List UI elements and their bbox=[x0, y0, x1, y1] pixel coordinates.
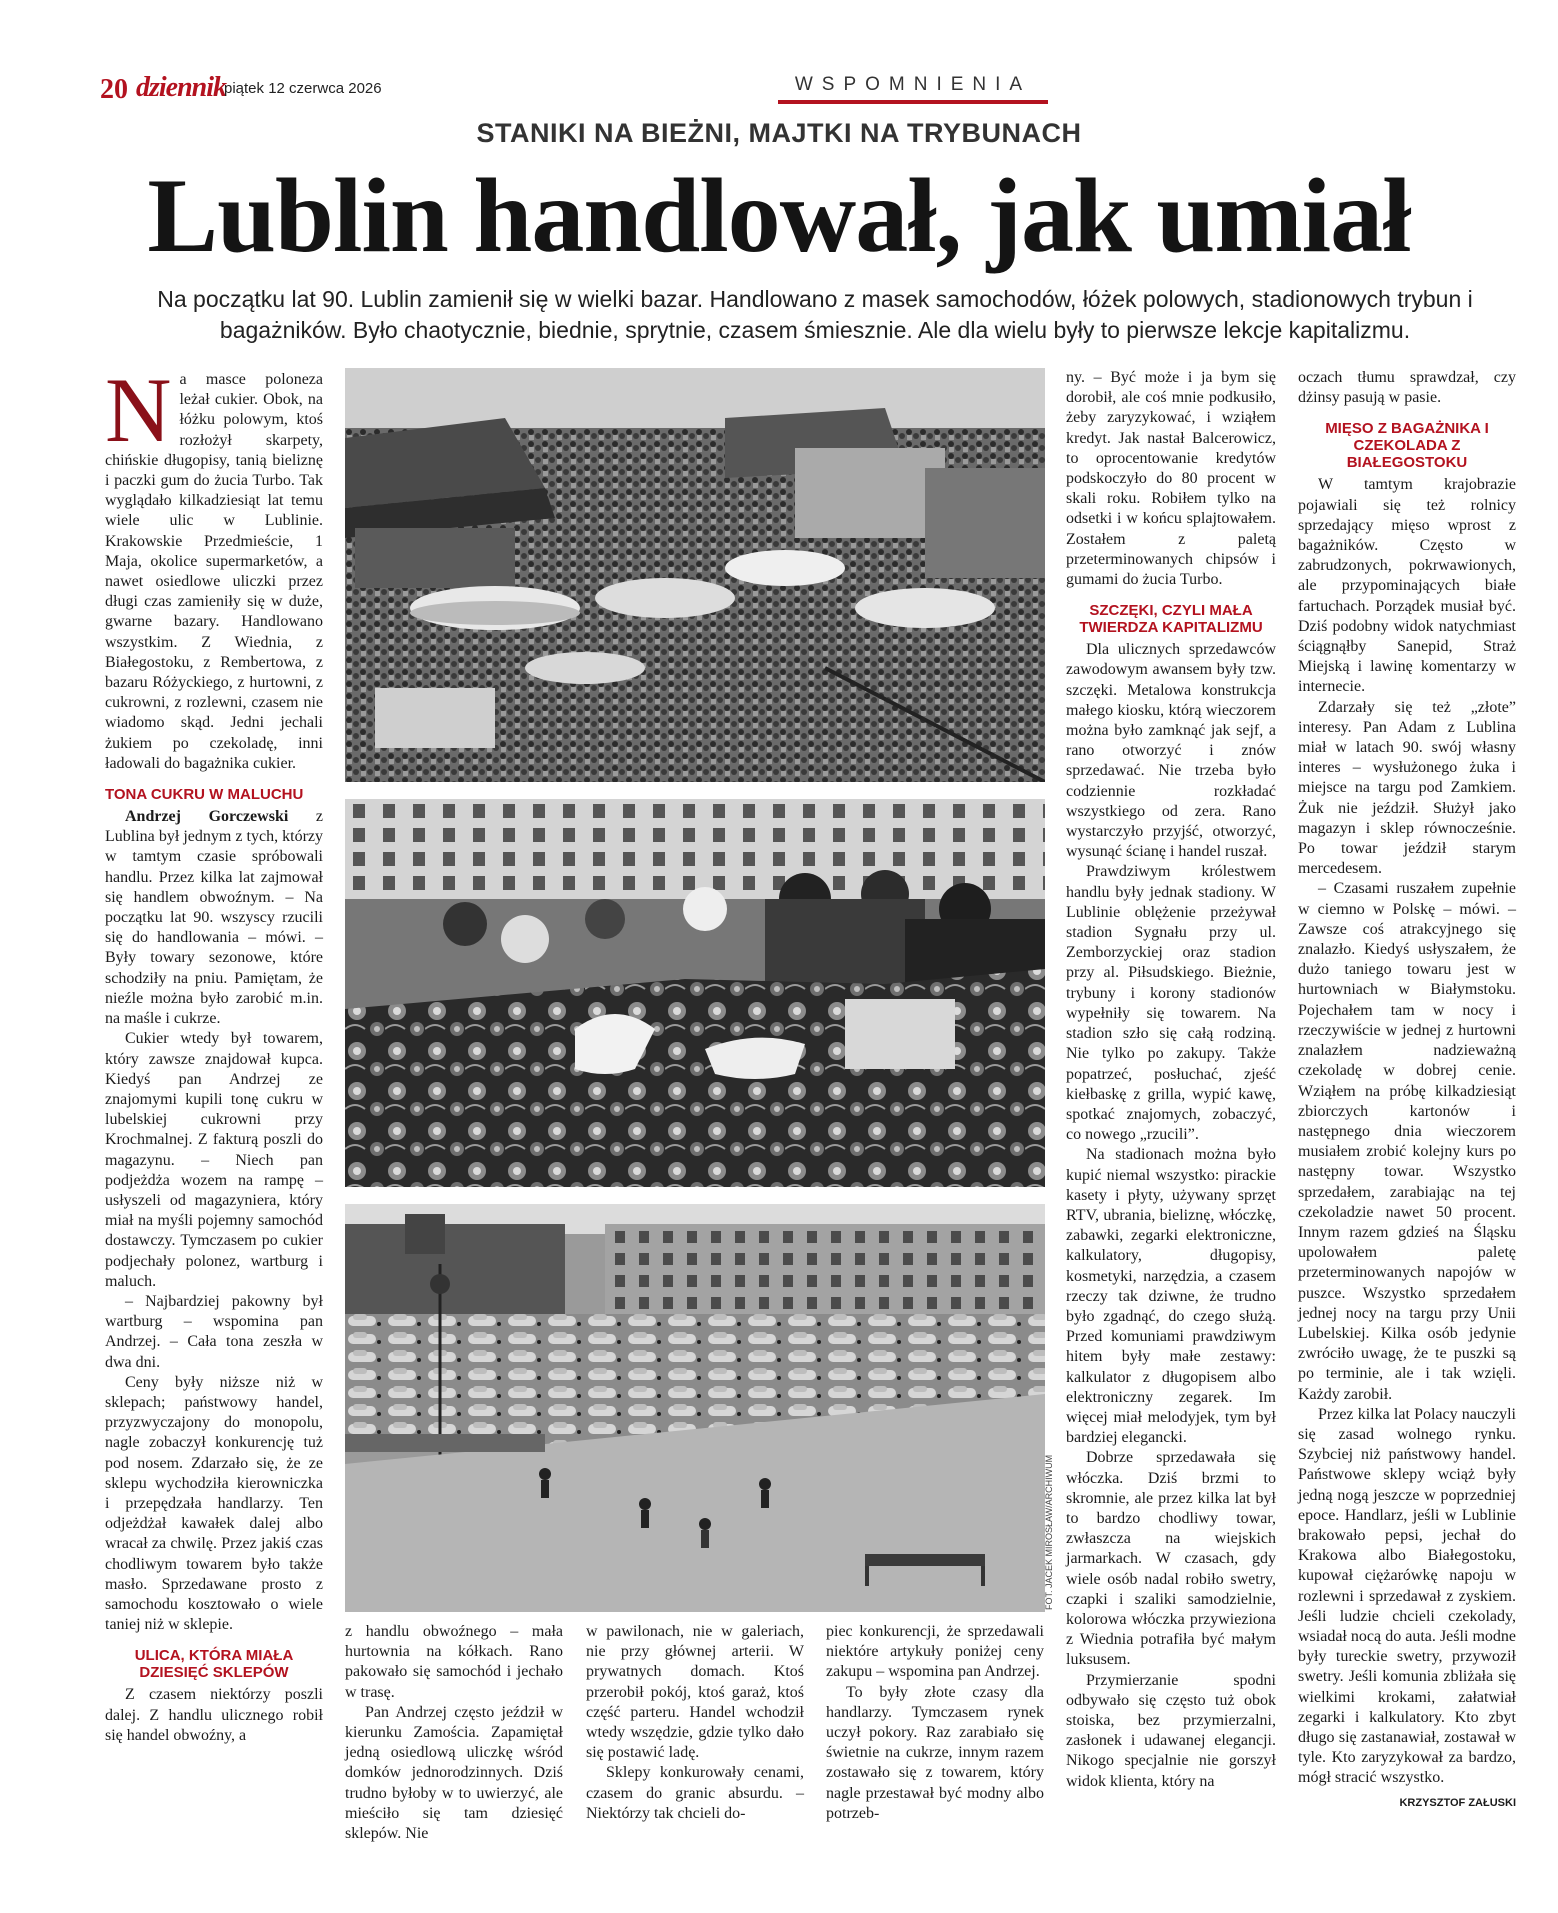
paragraph: ny. – Być może i ja bym się dorobił, ale coś mnie podkusiło, żeby zaryzykować, i wziąłem kredyt. Jak nastał Balcerowicz, to oprocentowanie kredytów podskoczyło do 80 procent w skali roku. Robiłem tylko na odsetki i w końcu splajtowałem. Zostałem z paletą przeterminowanych chipsów i gumami do żucia Turbo. bbox=[1066, 369, 1276, 589]
column-3 bbox=[586, 1622, 804, 1824]
paragraph: Ceny były niższe niż w sklepach; państwowy handel, przyzwyczajony do monopolu, nagle zobaczył konkurencję tuż pod nosem. Zdarzało się, że ze sklepu wychodziła kierowniczka i przepędzała handlarzy. Ten odjeżdżał kawałek dalej albo wracał za chwilę. Przez jakiś czas chodliwym towarem było także masło. Sprzedawane prosto z samochodu kosztowało o wiele taniej niż w sklepie. bbox=[105, 1373, 323, 1634]
paragraph: z handlu obwoźnego – mała hurtownia na kółkach. Rano pakowało się samochód i jechało w trasę. bbox=[345, 1623, 563, 1701]
subheading: SZCZĘKI, CZYLI MAŁA TWIERDZA KAPITALIZMU bbox=[1079, 602, 1263, 637]
paragraph: Na stadionach można było kupić niemal wszystko: pirackie kasety i płyty, używany sprzęt RTV, ubrania, bieliznę, włóczkę, zabawki, zegarki elektroniczne, kalkulatory, długopisy, kosmetyki, narzędzia, a czasem rzeczy tak dziwne, że trudno było zgadnąć, do czego służą. Przed komuniami prawdziwym hitem były małe zestawy: kalkulator z długopisem albo elektroniczny zegarek. Im więcej miał melodyjek, tym był bardziej elegancki. bbox=[1066, 1146, 1276, 1447]
column-2 bbox=[345, 1622, 563, 1844]
paragraph: – Najbardziej pakowny był wartburg – wspomina pan Andrzej. – Cała tona zeszła w dwa dni. bbox=[105, 1292, 323, 1371]
crowd-photo-image bbox=[345, 368, 1045, 782]
paragraph: – Czasami ruszałem zupełnie w ciemno w Polskę – mówi. – Zawsze coś atrakcyjnego się znalazło. Kiedyś usłyszałem, że dużo taniego towaru jest w hurtowniach w Białymstoku. Pojechałem tam w nocy i rzeczywiście w jednej z hurtowni znalazłem nadzieważną czekoladę w dobrej cenie. Wziąłem na próbę kilkadziesiąt zbiorczych kartonów i następnego dnia wieczorem musiałem zrobić kolejny kurs po następny towar. Wszystko sprzedałem, zarabiając na tej czekoladzie nawet 50 procent. Innym razem gdzieś na Śląsku upolowałem paletę przeterminowanych napojów w puszce. Wszystko sprzedałem jednej nocy na targu przy Unii Lubelskiej. Kilka osób jedynie zwróciło uwagę, że te puszki są po terminie, ale i tak wzięli. Każdy zarobił. bbox=[1298, 880, 1516, 1403]
paragraph: Przez kilka lat Polacy nauczyli się zasad wolnego rynku. Szybciej niż państwowy handel. Państwowe sklepy wciąż były jedną nogą jeszcze w poprzedniej epoce. Handlarz, jeśli w Lublinie brakowało pepsi, jechał do Krakowa albo Białegostoku, kupował ciężarówkę napoju w rozlewni i sprzedawał z zyskiem. Jeśli ludzie chcieli czekolady, wsiadał nocą do auta. Jeśli modne były tureckie swetry, przywoził swetry. Jeśli komunia zbliżała się wielkimi krokami, załatwiał zegarki i kalkulatory. Kto zbyt długo się zastanawiał, zostawał w tyle. Kto zaryzykował za bardzo, mógł stracić wszystko. bbox=[1298, 1405, 1516, 1787]
paragraph: oczach tłumu sprawdzał, czy dżinsy pasują w pasie. bbox=[1298, 369, 1516, 407]
author-byline: KRZYSZTOF ZAŁUSKI bbox=[1399, 1796, 1516, 1809]
photo-market-umbrellas bbox=[345, 368, 1045, 782]
subheading: TONA CUKRU W MALUCHU bbox=[105, 786, 304, 804]
person-name: Andrzej Gorczewski bbox=[125, 808, 289, 826]
column-6 bbox=[1298, 368, 1516, 1813]
issue-date: piątek 12 czerwca 2026 bbox=[224, 80, 382, 97]
column-1 bbox=[105, 359, 323, 1746]
subheading: ULICA, KTÓRA MIAŁA DZIESIĘĆ SKLEPÓW bbox=[134, 1647, 294, 1682]
paragraph: Na masce poloneza leżał cukier. Obok, na łóżku polowym, ktoś rozłożył skarpety, chińskie długopisy, tanią bieliznę i paczki gum do żucia Turbo. Tak wyglądało kilkadziesiąt lat temu wiele ulic w Lublinie. Krakowskie Przedmieście, 1 Maja, okolice supermarketów, a nawet osiedlowe uliczki przez długi czas zamieniły się w duże, gwarne bazary. Handlowano wszystkim. Z Wiednia, z Białegostoku, z Rembertowa, z bazaru Różyckiego, z hurtowni, z cukrowni, z rozlewni, czasem nie wiadomo skąd. Jedni jechali żukiem po czekoladę, inni ładowali do bagażnika cukier. bbox=[105, 359, 323, 772]
photo-credit: FOT. JACEK MIROSŁAW/ARCHIWUM bbox=[1044, 1454, 1054, 1610]
paragraph: piec konkurencji, że sprzedawali niektóre artykuły poniżej ceny zakupu – wspomina pan Andrzej. bbox=[826, 1623, 1044, 1681]
paragraph: Sklepy konkurowały cenami, czasem do granic absurdu. – Niektórzy tak chcieli do- bbox=[586, 1764, 804, 1822]
section-label: WSPOMNIENIA bbox=[778, 74, 1048, 104]
paragraph: W tamtym krajobrazie pojawiali się też rolnicy sprzedający mięso wprost z bagażników. Często w zabrudzonych, pokrwawionych, ale przypominających białe fartuchach. Porządek musiał być. Dziś podobny widok natychmiast ściągnąłby Sanepid, Straż Miejską i lawinę komentarzy w internecie. bbox=[1298, 476, 1516, 696]
stall-photo-image bbox=[345, 799, 1045, 1187]
paragraph: Dobrze sprzedawała się włóczka. Dziś brzmi to skromnie, ale przez kilka lat był to bardzo chodliwy towar, zwłaszcza na wiejskich jarmarkach. W czasach, gdy wiele osób nadal robiło swetry, czapki i szaliki samodzielnie, kolorowa włóczka przywieziona z Wiednia potrafiła być małym luksusem. bbox=[1066, 1449, 1276, 1669]
square-photo-image bbox=[345, 1204, 1045, 1612]
paragraph: w pawilonach, nie w galeriach, nie przy głównej arterii. W prywatnych domach. Ktoś przerobił pokój, ktoś garaż, ktoś część parteru. Handel wchodził wtedy wszędzie, gdzie tylko dało się postawić ladę. bbox=[586, 1623, 804, 1762]
paragraph: Andrzej Gorczewski z Lublina był jednym z tych, którzy w tamtym czasie spróbowali handlu. Przez kilka lat zajmował się handlem obwoźnym. – Na początku lat 90. wszyscy rzucili się do handlowania – mówi. – Były towary sezonowe, które schodziły na pniu. Pamiętam, że nieźle można było zarobić m.in. na maśle i cukrze. bbox=[105, 808, 323, 1028]
paragraph: Zdarzały się też „złote” interesy. Pan Adam z Lublina miał w latach 90. swój własny interes – wysłużonego żuka i miejsce na targu pod Zamkiem. Żuk nie jeździł. Służył jako magazyn i sklep równocześnie. Po towar jeździł starym mercedesem. bbox=[1298, 698, 1516, 878]
paragraph: Pan Andrzej często jeździł w kierunku Zamościa. Zapamiętał jedną osiedlową uliczkę wśród domków jednorodzinnych. Dziś trudno byłoby w to uwierzyć, ale mieściło się tam dziesięć sklepów. Nie bbox=[345, 1703, 563, 1843]
paragraph: To były złote czasy dla handlarzy. Tymczasem rynek uczył pokory. Raz zarabiało się świetnie na cukrze, innym razem zostawało się z towarem, który nagle przestawał być modny albo potrzeb- bbox=[826, 1683, 1044, 1822]
column-5 bbox=[1066, 368, 1276, 1792]
article-kicker: STANIKI NA BIEŻNI, MAJTKI NA TRYBUNACH bbox=[476, 118, 1082, 148]
paragraph: Z czasem niektórzy poszli dalej. Z handlu ulicznego robił się handel obwoźny, a bbox=[105, 1686, 323, 1744]
newspaper-logo: dziennik bbox=[136, 72, 227, 103]
article-headline: Lublin handlował, jak umiał bbox=[147, 157, 1411, 274]
page-header bbox=[100, 70, 1520, 110]
paragraph: Prawdziwym królestwem handlu były jednak stadiony. W Lublinie oblężenie przeżywał stadion Sygnału przy ul. Zemborzyckiej oraz stadion przy al. Piłsudskiego. Bieżnie, trybuny i korony stadionów wypełniły się towarem. Na stadion szło się całą rodziną. Nie tylko po zakupy. Także popatrzeć, posłuchać, zjeść kiełbaskę z grilla, wypić kawę, spotkać znajomych, zobaczyć, co nowego „rzucili”. bbox=[1066, 863, 1276, 1144]
paragraph: Przymierzanie spodni odbywało się często tuż obok stoiska, bez przymierzalni, zasłonek i udawanej elegancji. Nikogo specjalnie nie gorszył widok klienta, który na bbox=[1066, 1671, 1276, 1790]
drop-cap: N bbox=[105, 359, 172, 461]
paragraph: Dla ulicznych sprzedawców zawodowym awansem były tzw. szczęki. Metalowa konstrukcja małego kiosku, którą wieczorem można było zamknąć jak sejf, a rano otworzyć i znów sprzedawać. Nie trzeba było codziennie rozkładać wszystkiego od zera. Rano wystarczyło przyjść, otworzyć, wysunąć ścianę i handel ruszał. bbox=[1066, 641, 1276, 861]
photo-castle-square-cars bbox=[345, 1204, 1045, 1612]
photo-stall-blanket bbox=[345, 799, 1045, 1187]
column-4 bbox=[826, 1622, 1044, 1824]
page-number: 20 bbox=[100, 74, 128, 105]
subheading: MIĘSO Z BAGAŻNIKA I CZEKOLADA Z BIAŁEGOSTOKU bbox=[1325, 420, 1489, 472]
paragraph: Cukier wtedy był towarem, który zawsze znajdował kupca. Kiedyś pan Andrzej ze znajomymi kupili tonę cukru w lubelskiej cukrowni przy Krochmalnej. Z fakturą poszli do magazynu. – Niech pan podjeżdża wozem na rampę – usłyszeli od magazyniera, który miał na myśli pojemny samochód dostawczy. Tymczasem po cukier podjechały polonez, wartburg i maluch. bbox=[105, 1030, 323, 1290]
article-lead: Na początku lat 90. Lublin zamienił się w wielki bazar. Handlowano z masek samochodów, łóżek polowych, stadionowych trybun i bagażników. Było chaotycznie, biednie, sprytnie, czasem śmiesznie. Ale dla wielu były to pierwsze lekcje kapitalizmu. bbox=[157, 286, 1473, 343]
